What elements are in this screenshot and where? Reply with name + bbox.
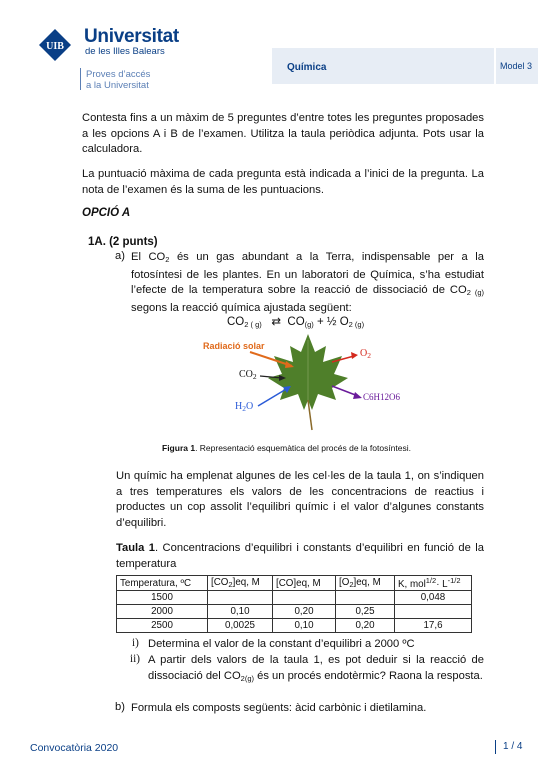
table-cell: 2500 [117,619,208,633]
part-a-label: a) [115,250,125,262]
o2-arrow [332,352,358,362]
table-cell [395,605,472,619]
university-subtitle: de les Illes Balears [85,46,165,57]
table-cell: 17,6 [395,619,472,633]
column-header: K, $mol^{1/2}\cdot L^{-1/2}$ [395,576,472,591]
table-title: Taula 1. Concentracions d’equilibri i constants d’equilibri en funció de la temperatura [116,542,484,570]
part-b-label: b) [115,701,125,713]
table-header-row [117,576,472,591]
convocatoria-label: Convocatòria 2020 [30,742,119,754]
logo-text: UIB [46,41,64,52]
table-cell: 0,048 [395,591,472,605]
co2-label: $CO_2$ [239,369,257,381]
divider [80,68,81,90]
part-a-text: El $CO_2$ és un gas abundant a la Terra, indispensable per a la fotosíntesi de les plantes. En un laboratori de Química, s’ha estudiat l’efecte de la temperatura sobre la reacció de dissociació de $CO_{2 (g)}$ segons la reacció química ajustada següent: [131,251,484,314]
column-header: Temperatura, ºC [117,576,208,591]
glucose-arrow [332,386,362,399]
figure-caption: Figura 1. Representació esquemàtica del procés de la fotosíntesi. [162,443,411,453]
option-title: OPCIÓ A [82,207,131,219]
table-cell [208,591,273,605]
subject-title: Química [287,62,327,73]
table-cell: 0,20 [273,605,336,619]
table-cell: 0,25 [336,605,395,619]
intro-paragraph-2: La puntuació màxima de cada pregunta està indicada a l’inici de la pregunta. La nota de l’examen és la suma de les puntuacions. [82,168,484,196]
table-cell: 0,10 [208,605,273,619]
column-header: $[O_2]eq$, M [336,576,395,591]
column-header: $[CO_2]eq$, M [208,576,273,591]
table-row [117,619,472,633]
item-i-label: i) [132,637,139,649]
table-row [117,591,472,605]
divider [495,740,496,754]
table-cell: 1500 [117,591,208,605]
chemist-paragraph: Un químic ha emplenat algunes de les cel·les de la taula 1, on s’indiquen a tres temperatures els valors de les concentracions de reactius i productes un cop assolit l’equilibri químic i el valor d’algunes constants d’equilibri. [116,470,484,529]
item-ii-label: ii) [130,653,140,665]
maple-leaf-icon [268,334,348,430]
glucose-label: C6H12O6 [363,392,401,402]
table-row [117,605,472,619]
part-b-text: Formula els composts següents: àcid carbònic i dietilamina. [131,702,427,714]
proves-label: Proves d’accés a la Universitat [86,69,151,91]
model-label: Model 3 [500,61,533,71]
table-cell: 0,0025 [208,619,273,633]
equilibrium-table [116,575,472,633]
question-title: 1A. (2 punts) [88,236,158,248]
reaction-equation: $CO_{2 ( g)}$ ⇄ $CO_{(g)}$ + ½ $O_{2 (g)}$ [227,316,365,329]
o2-label: $O_2$ [360,348,371,360]
uib-logo-icon [38,28,72,62]
table-cell: 0,20 [336,619,395,633]
table-cell [273,591,336,605]
university-name: Universitat [84,26,179,47]
page-number: 1 / 4 [503,741,523,752]
solar-radiation-label: Radiació solar [203,341,265,351]
item-ii-text: A partir dels valors de la taula 1, es pot deduir si la reacció de dissociació del $CO_{2(g)}$ és un procés endotèrmic? Raona la resposta. [148,654,484,683]
table-cell [336,591,395,605]
h2o-label: $H_2O$ [235,401,254,413]
table-cell: 0,10 [273,619,336,633]
intro-paragraph-1: Contesta fins a un màxim de 5 preguntes d’entre totes les preguntes proposades a les opcions A i B de l’examen. Utilitza la taula periòdica adjunta. Pots usar la calculadora. [82,112,484,155]
solar-radiation-arrow [250,352,294,368]
table-cell: 2000 [117,605,208,619]
column-header: [CO]eq, M [273,576,336,591]
item-i-text: Determina el valor de la constant d’equilibri a 2000 ºC [148,638,415,650]
